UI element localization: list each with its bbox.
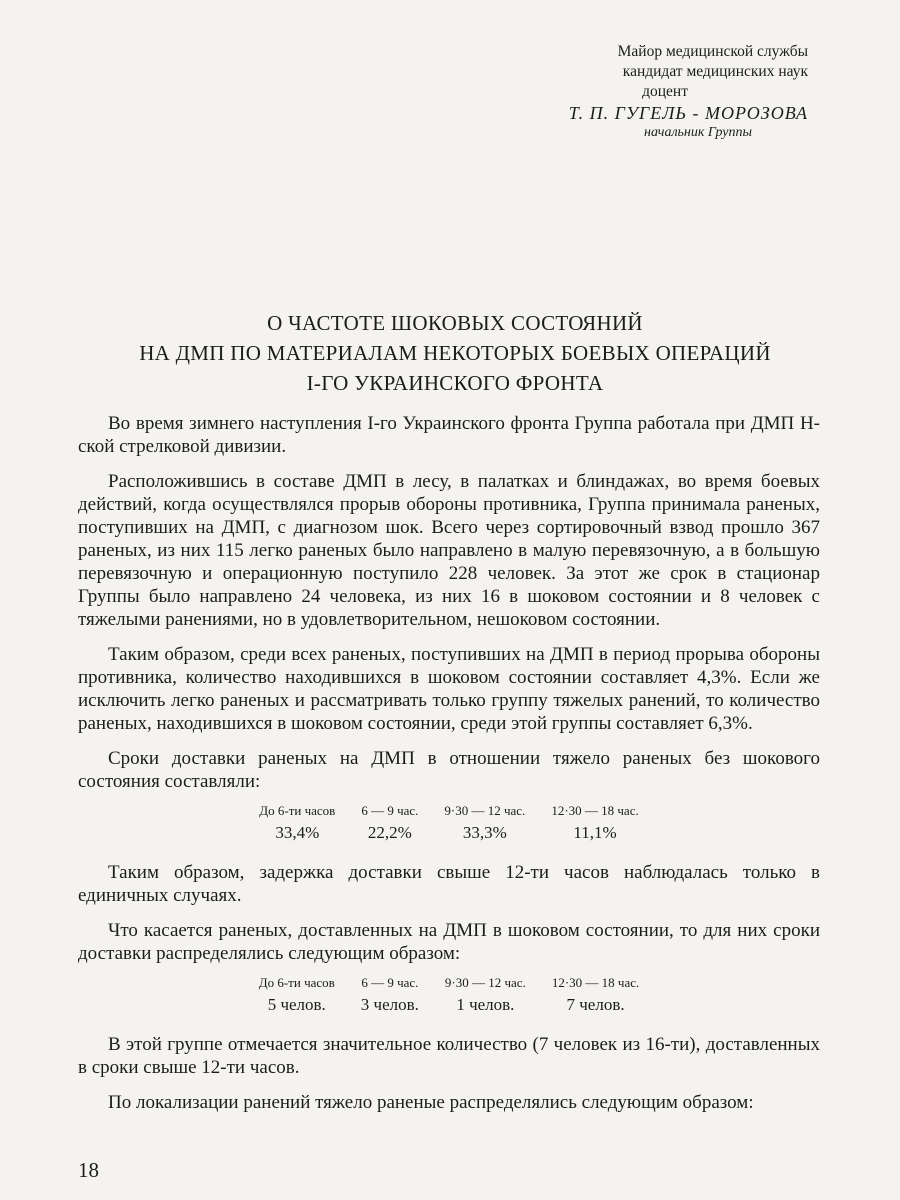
paragraph-8: По локализации ранений тяжело раненые распределялись следующим образом: [108, 1092, 754, 1113]
stat-column [259, 975, 335, 1017]
stat-value: 1 челов. [456, 995, 515, 1014]
delivery-table-non-shock [78, 803, 820, 845]
stat-label: 6 — 9 час. [361, 803, 419, 818]
stat-label: 12·30 — 18 час. [551, 803, 639, 818]
stat-label: 12·30 — 18 час. [551, 975, 640, 990]
stat-value: 33,4% [275, 823, 320, 842]
author-rank: Майор медицинской службы [617, 43, 808, 60]
stat-column [445, 975, 526, 1017]
paragraph-3: Таким образом, среди всех раненых, поступивших на ДМП в период прорыва обороны противника, количество находившихся в шоковом состоянии составляет 4,3%. Если же исключить легко раненых и рассматривать только группу тяжелых ранений, то количество раненых, находившихся в шоковом состоянии, среди этой группы составляет 6,3%. [78, 644, 820, 734]
paragraph-1: Во время зимнего наступления І-го Украинского фронта Группа работала при ДМП Н-ской стрелковой дивизии. [78, 413, 820, 457]
author-degree: кандидат медицинских наук [622, 63, 808, 80]
title-line-2: НА ДМП ПО МАТЕРИАЛАМ НЕКОТОРЫХ БОЕВЫХ ОПЕРАЦИЙ [139, 341, 771, 365]
stat-label: 9·30 — 12 час. [444, 803, 526, 818]
paragraph-2: Расположившись в составе ДМП в лесу, в палатках и блиндажах, во время боевых действий, когда осуществлялся прорыв обороны противника, Группа принимала раненых, поступивших на ДМП, с диагнозом шок. Всего через сортировочный взвод прошло 367 раненых, из них 115 легко раненых было направлено в малую перевязочную, а в большую перевязочную и операционную поступило 228 человек. За этот же срок в стационар Группы было направлено 24 человека, из них 16 в шоковом состоянии и 8 человек с тяжелыми ранениями, но в удовлетворительном, нешоковом состоянии. [78, 471, 820, 630]
stat-column [361, 803, 418, 845]
stat-label: До 6-ти часов [259, 803, 336, 818]
stat-column [361, 975, 419, 1017]
title-line-1: О ЧАСТОТЕ ШОКОВЫХ СОСТОЯНИЙ [267, 311, 643, 335]
stat-column [444, 803, 525, 845]
stat-label: 9·30 — 12 час. [444, 975, 526, 990]
stat-column [551, 803, 638, 845]
stat-column [259, 803, 335, 845]
page-number: 18 [78, 1158, 99, 1182]
title-line-3: І-ГО УКРАИНСКОГО ФРОНТА [306, 371, 604, 395]
delivery-table-shock [78, 975, 820, 1017]
stat-value: 11,1% [573, 823, 617, 842]
author-role: начальник Группы [644, 125, 752, 140]
stat-label: 6 — 9 час. [361, 975, 419, 990]
paragraph-4: Сроки доставки раненых на ДМП в отношении тяжело раненых без шокового состояния составляли: [78, 748, 820, 792]
article-body [78, 412, 820, 1126]
stat-value: 33,3% [462, 823, 507, 842]
article-title [70, 308, 840, 398]
stat-label: До 6-ти часов [258, 975, 335, 990]
author-position: доцент [642, 83, 688, 100]
stat-value: 5 челов. [267, 995, 326, 1014]
stat-value: 3 челов. [360, 995, 419, 1014]
paragraph-5: Таким образом, задержка доставки свыше 12-ти часов наблюдалась только в единичных случаях. [78, 862, 820, 906]
stat-value: 7 челов. [566, 995, 625, 1014]
author-name: Т. П. ГУГЕЛЬ - МОРОЗОВА [568, 103, 808, 123]
stat-column [552, 975, 639, 1017]
paragraph-6: Что касается раненых, доставленных на ДМП в шоковом состоянии, то для них сроки доставки распределялись следующим образом: [78, 920, 820, 964]
stat-value: 22,2% [367, 823, 412, 842]
author-block [569, 42, 808, 142]
paragraph-7: В этой группе отмечается значительное количество (7 человек из 16-ти), доставленных в сроки свыше 12-ти часов. [78, 1034, 820, 1078]
